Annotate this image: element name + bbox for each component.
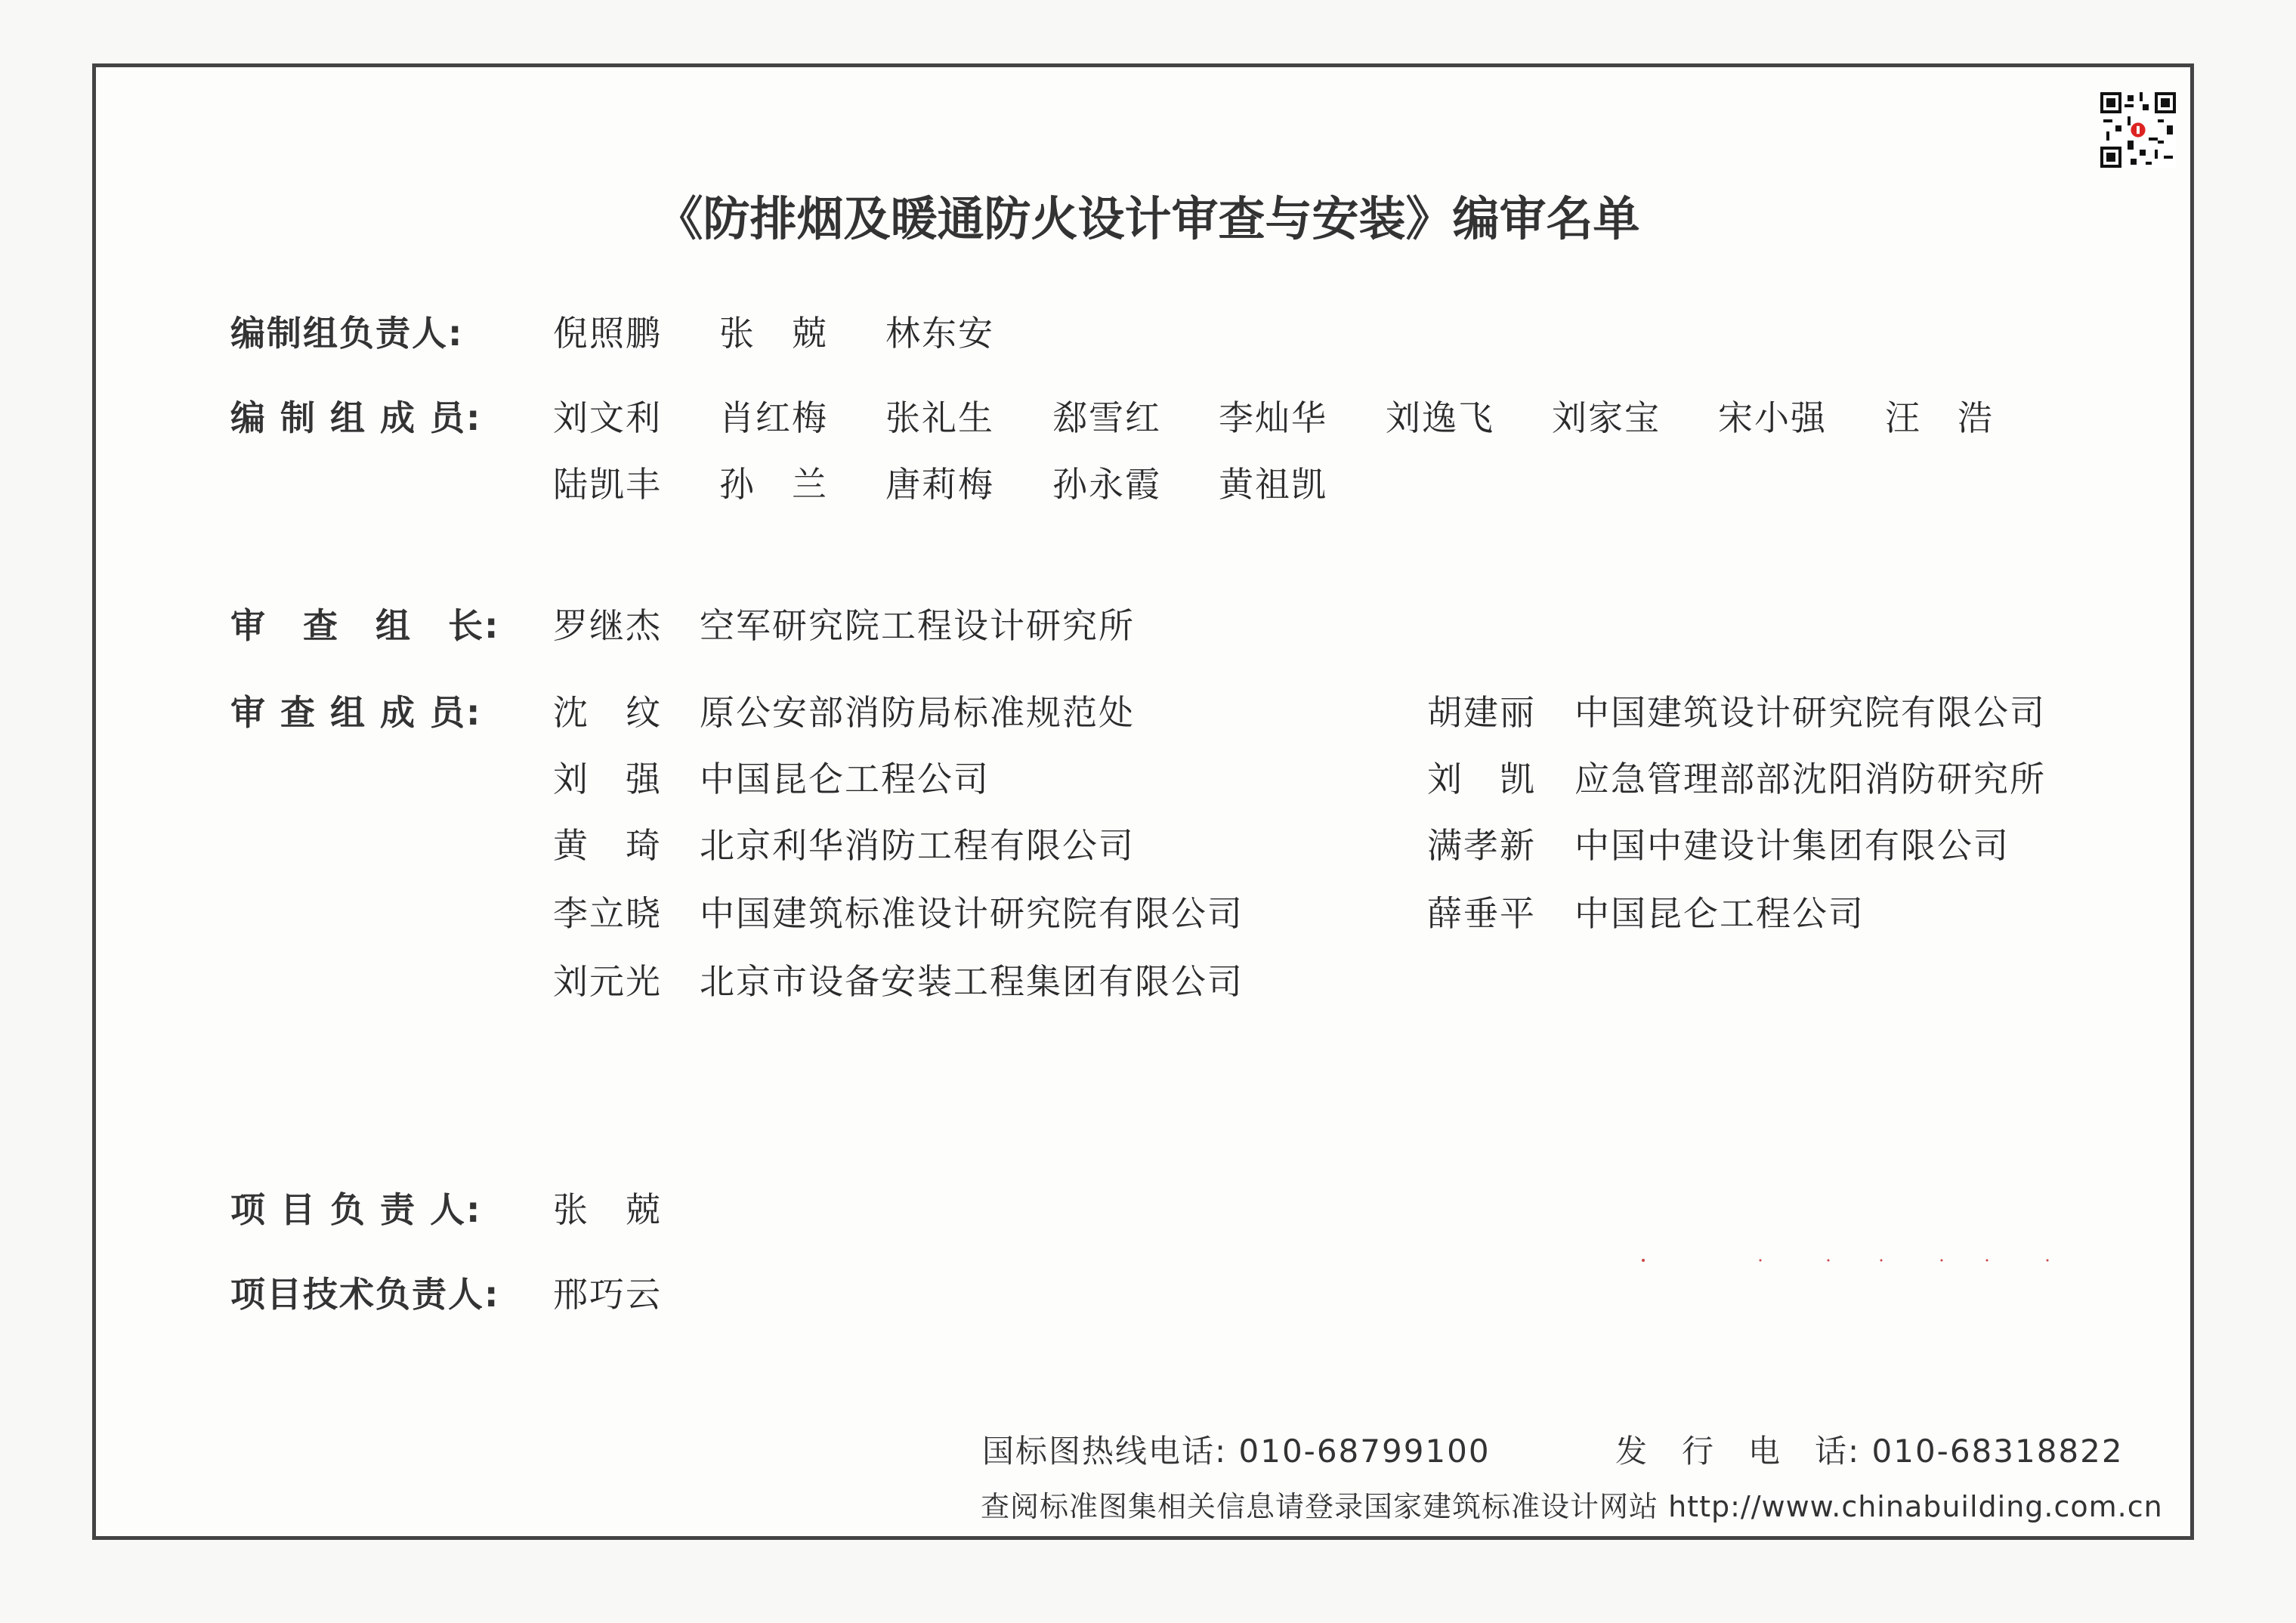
editing-lead-name: 张 兢 — [719, 313, 828, 354]
project-tech-lead-name: 邢巧云 — [553, 1274, 662, 1315]
editing-member-name: 刘文利 — [553, 397, 662, 438]
review-member-name: 满孝新 — [1427, 825, 1536, 866]
review-member-org: 原公安部消防局标准规范处 — [700, 692, 1135, 733]
editing-member-name: 孙 兰 — [719, 464, 828, 505]
review-member-name: 李立晓 — [553, 893, 662, 934]
editing-member-name: 刘家宝 — [1552, 397, 1661, 438]
project-lead-label: 项 目 负 责 人: — [230, 1189, 482, 1230]
review-member-name: 沈 纹 — [553, 692, 662, 733]
review-member-org: 北京市设备安装工程集团有限公司 — [700, 961, 1244, 1002]
project-tech-lead-label: 项目技术负责人: — [230, 1274, 500, 1315]
editing-member-name: 唐莉梅 — [885, 464, 994, 505]
review-member-org: 中国建筑标准设计研究院有限公司 — [700, 893, 1244, 934]
editing-member-name: 黄祖凯 — [1219, 464, 1327, 505]
review-member-org: 中国昆仑工程公司 — [700, 759, 990, 799]
review-member-name: 薛垂平 — [1427, 893, 1536, 934]
editing-member-name: 郄雪红 — [1052, 397, 1161, 438]
stamp-residue-dots — [1639, 1258, 2055, 1263]
review-leader-name: 罗继杰 — [553, 605, 662, 646]
editing-lead-name: 倪照鹏 — [553, 313, 662, 354]
review-member-name: 刘元光 — [553, 961, 662, 1002]
hotline-text: 国标图热线电话: 010-68799100 — [982, 1433, 1491, 1470]
qr-code-icon — [2100, 92, 2176, 168]
page-title: 《防排烟及暖通防火设计审查与安装》编审名单 — [656, 191, 1640, 246]
editing-member-name: 刘逸飞 — [1386, 397, 1494, 438]
review-leader-org: 空军研究院工程设计研究所 — [700, 605, 1135, 646]
editing-member-name: 李灿华 — [1219, 397, 1327, 438]
review-member-org: 应急管理部部沈阳消防研究所 — [1574, 759, 2046, 799]
review-member-org: 中国中建设计集团有限公司 — [1574, 825, 2010, 866]
editing-member-name: 肖红梅 — [719, 397, 828, 438]
editing-lead-name: 林东安 — [885, 313, 994, 354]
review-leader-label: 审 查 组 长: — [230, 605, 500, 646]
editing-member-name: 汪 浩 — [1885, 397, 1994, 438]
review-member-name: 刘 强 — [553, 759, 662, 799]
review-member-org: 北京利华消防工程有限公司 — [700, 825, 1135, 866]
editing-members-label: 编 制 组 成 员: — [230, 397, 482, 438]
editing-member-name: 张礼生 — [885, 397, 994, 438]
review-member-name: 胡建丽 — [1427, 692, 1536, 733]
review-member-name: 黄 琦 — [553, 825, 662, 866]
review-member-org: 中国建筑设计研究院有限公司 — [1574, 692, 2046, 733]
website-link[interactable]: 查阅标准图集相关信息请登录国家建筑标准设计网站 http://www.chinabuilding.com.cn — [981, 1490, 2163, 1523]
editing-member-name: 孙永霞 — [1052, 464, 1161, 505]
sales-phone-text: 发 行 电 话: 010-68318822 — [1615, 1433, 2124, 1470]
page-border — [92, 63, 2194, 1540]
editing-lead-label: 编制组负责人: — [230, 313, 464, 354]
review-member-name: 刘 凯 — [1427, 759, 1536, 799]
project-lead-name: 张 兢 — [553, 1189, 662, 1230]
editing-member-name: 陆凯丰 — [553, 464, 662, 505]
editing-member-name: 宋小强 — [1718, 397, 1827, 438]
review-members-label: 审 查 组 成 员: — [230, 692, 482, 733]
review-member-org: 中国昆仑工程公司 — [1574, 893, 1865, 934]
